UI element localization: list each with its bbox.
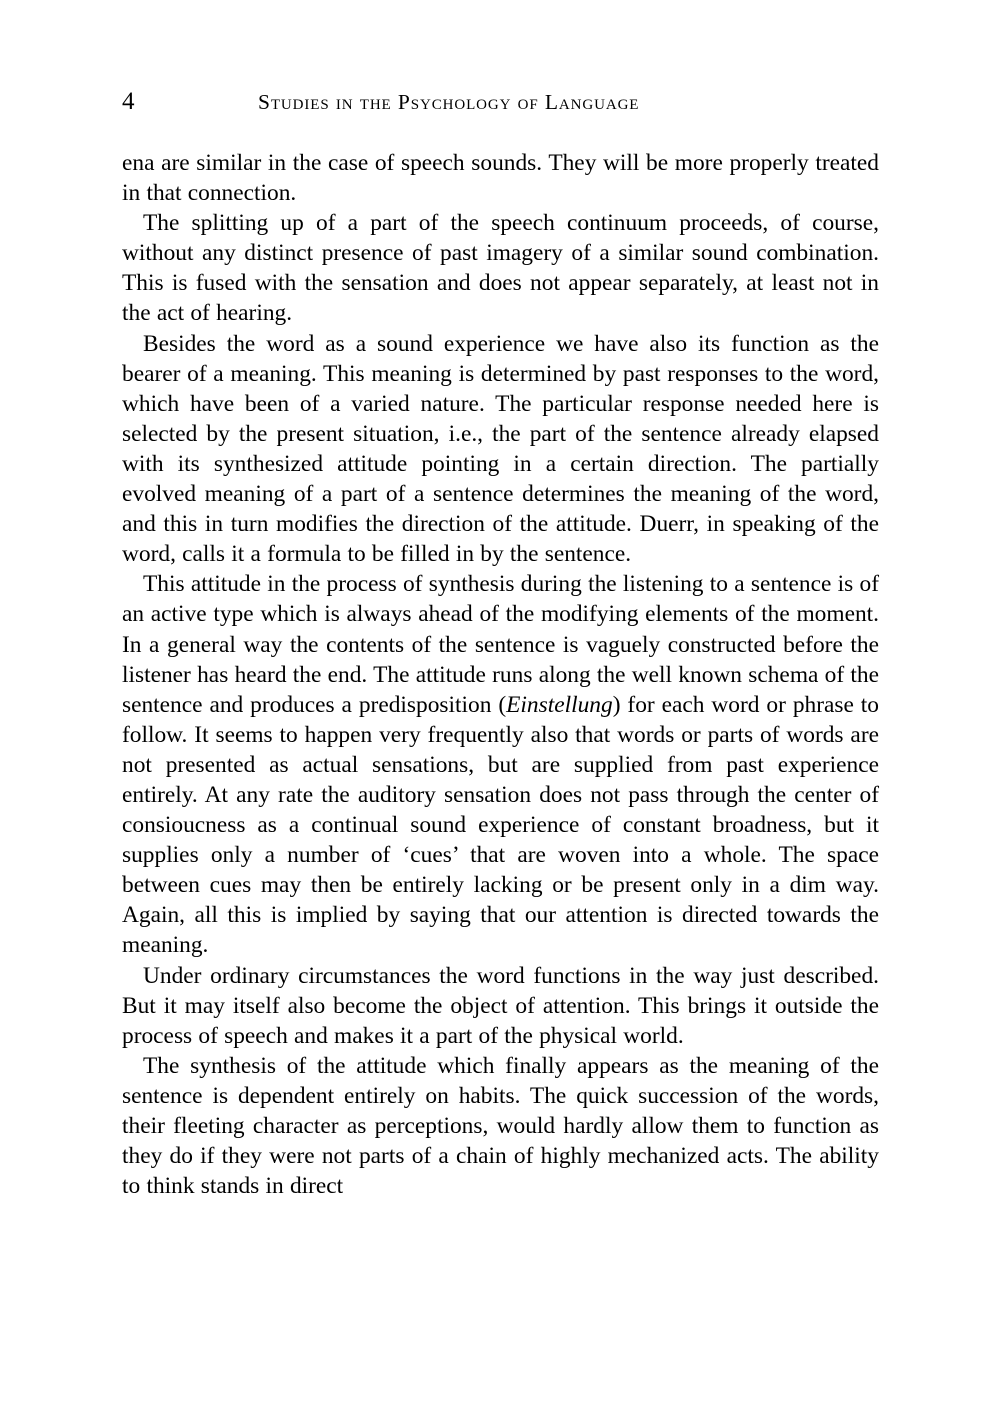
paragraph xyxy=(122,569,879,960)
paragraph: Besides the word as a sound experience we have also its function as the bearer of a meaning. This meaning is determined by past responses to the word, which have been of a varied nature. The particular response needed here is selected by the present situation, i.e., the part of the sentence already elapsed with its synthesized attitude pointing in a certain direction. The partially evolved meaning of a part of a sentence determines the meaning of the word, and this in turn modifies the direction of the attitude. Duerr, in speaking of the word, calls it a formula to be filled in by the sentence. xyxy=(122,330,879,568)
page-number: 4 xyxy=(122,88,135,115)
body-text xyxy=(122,148,879,1201)
paragraph: ena are similar in the case of speech sounds. They will be more properly treated in that connection. xyxy=(122,150,879,207)
paragraph-segment: ) for each word or phrase to follow. It seems to happen very frequently also that words or parts of words are not presented as actual sensations, but are supplied from past experience entirely. At any rate the auditory sensation does not pass through the center of consioucness as a continual sound experience of constant broadness, but it supplies only a number of ‘cues’ that are woven into a whole. The space between cues may then be entirely lacking or be present only in a dim way. Again, all this is implied by saying that our attention is directed towards the meaning. xyxy=(122,691,879,959)
running-head xyxy=(122,86,878,118)
paragraph: The synthesis of the attitude which finally appears as the meaning of the sentence is dependent entirely on habits. The quick succession of the words, their fleeting character as perceptions, would hardly allow them to function as they do if they were not parts of a chain of highly mechanized acts. The ability to think stands in direct xyxy=(122,1052,879,1200)
paragraph: Under ordinary circumstances the word functions in the way just described. But it may itself also become the object of attention. This brings it outside the process of speech and makes it a part of the physical world. xyxy=(122,962,879,1049)
running-head-title: Studies in the Psychology of Language xyxy=(258,90,640,114)
paragraph-segment: This attitude in the process of synthesis during the listening to a sentence is of an active type which is always ahead of the modifying elements of the moment. In a general way the contents of the sentence is vaguely constructed before the listener has heard the end. The attitude runs along the well known schema of the sentence and produces a predisposition ( xyxy=(122,571,879,718)
foreign-term: Einstellung xyxy=(506,691,613,718)
paragraph: The splitting up of a part of the speech continuum proceeds, of course, without any distinct presence of past imagery of a similar sound combination. This is fused with the sensation and does not appear separately, at least not in the act of hearing. xyxy=(122,210,879,327)
